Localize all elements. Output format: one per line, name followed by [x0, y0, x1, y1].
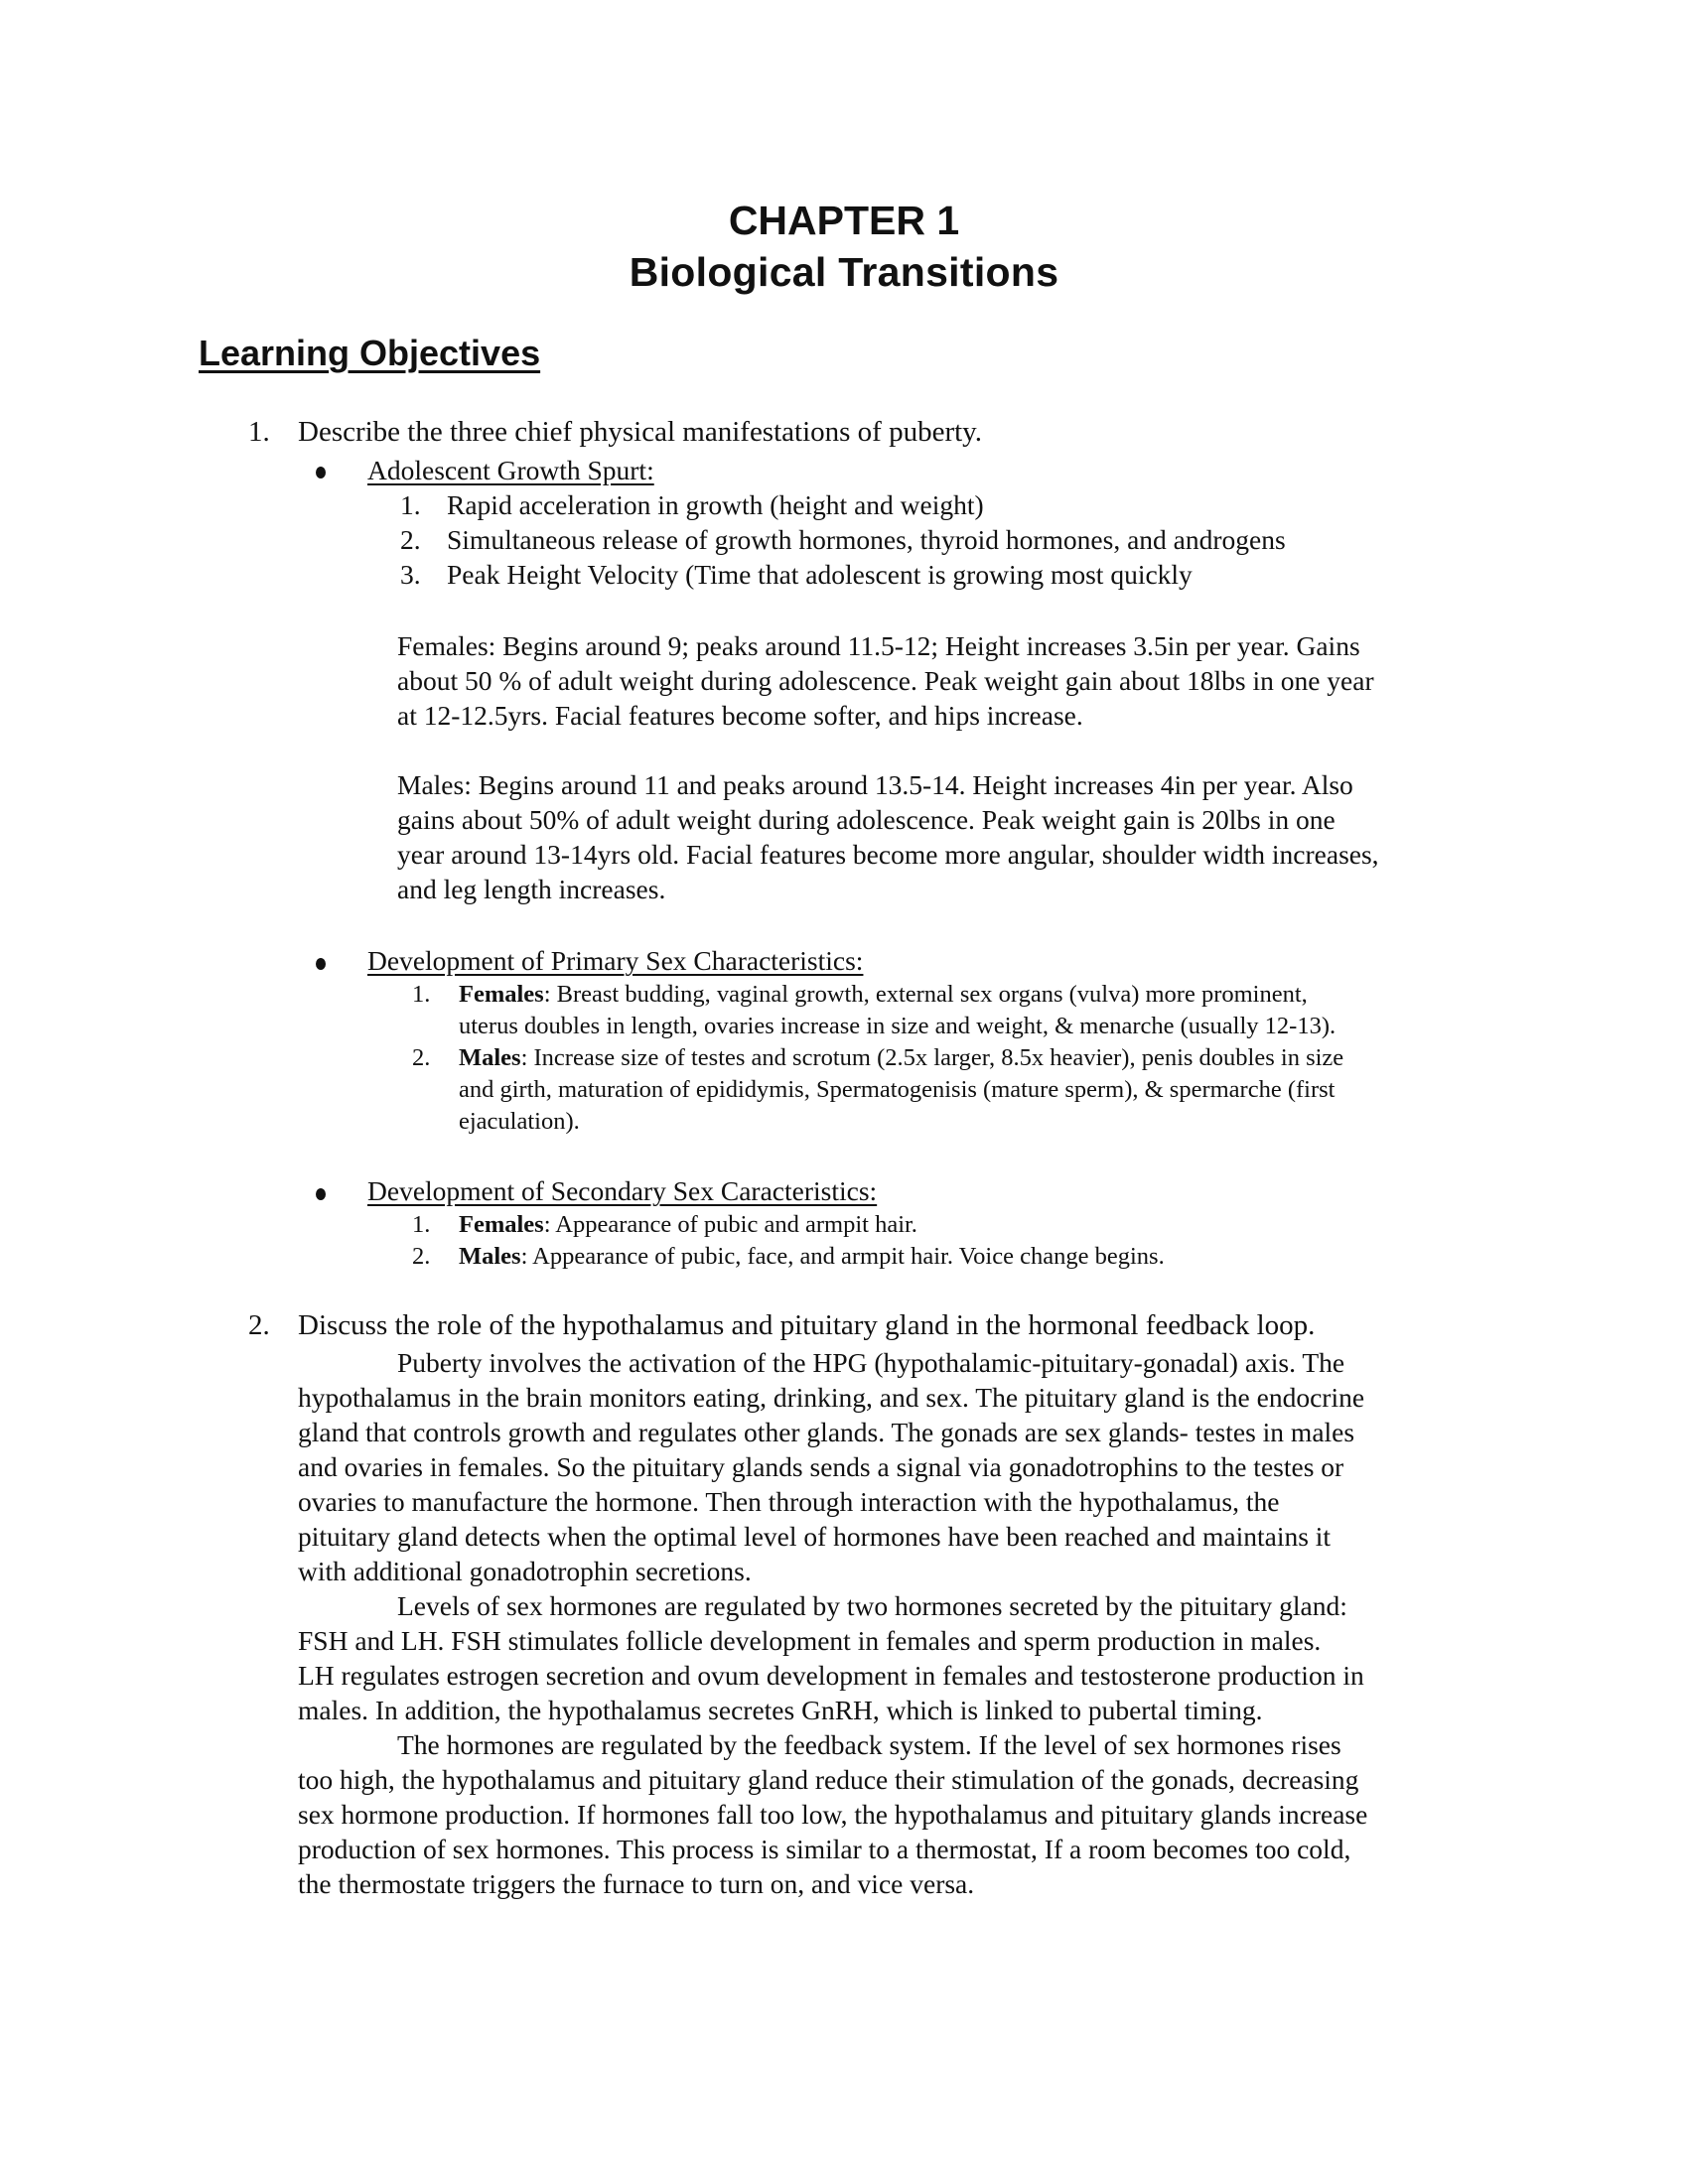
paragraph-line: with additional gonadotrophin secretions.	[298, 1556, 752, 1586]
paragraph-line: and leg length increases.	[397, 874, 666, 904]
paragraph-line: gains about 50% of adult weight during adolescence. Peak weight gain is 20lbs in one	[397, 804, 1336, 835]
section-heading-learning-objectives: Learning Objectives	[199, 333, 541, 373]
item-text: : Increase size of testes and scrotum (2.5x larger, 8.5x heavier), penis doubles in size	[520, 1044, 1344, 1071]
topic-heading-growth-spurt: Adolescent Growth Spurt:	[367, 455, 654, 485]
item-number: 3.	[400, 559, 421, 590]
paragraph-line: hypothalamus in the brain monitors eating, drinking, and sex. The pituitary gland is the endocrine	[298, 1382, 1365, 1413]
item-label: Males	[459, 1044, 521, 1071]
list-item	[459, 1241, 1165, 1273]
item-number: 1.	[400, 489, 421, 520]
list-item	[459, 1209, 917, 1241]
objective-prompt: Discuss the role of the hypothalamus and pituitary gland in the hormonal feedback loop.	[298, 1309, 1316, 1341]
list-item-continuation: uterus doubles in length, ovaries increase in size and weight, & menarche (usually 12-13).	[459, 1013, 1336, 1039]
paragraph-line: the thermostate triggers the furnace to turn on, and vice versa.	[298, 1868, 975, 1899]
paragraph-line: ovaries to manufacture the hormone. Then through interaction with the hypothalamus, the	[298, 1486, 1280, 1517]
item-label: Females	[459, 1211, 544, 1238]
item-text: : Appearance of pubic, face, and armpit hair. Voice change begins.	[520, 1243, 1165, 1270]
topic-heading-secondary-sex-characteristics: Development of Secondary Sex Caracteristics:	[367, 1175, 878, 1206]
paragraph-line: males. In addition, the hypothalamus secretes GnRH, which is linked to pubertal timing.	[298, 1695, 1263, 1725]
bullet-icon	[316, 467, 326, 478]
paragraph-line: about 50 % of adult weight during adolescence. Peak weight gain about 18lbs in one year	[397, 665, 1374, 696]
item-number: 1.	[412, 1211, 431, 1238]
paragraph-line: production of sex hormones. This process is similar to a thermostat, If a room becomes too cold,	[298, 1834, 1351, 1864]
paragraph-line: sex hormone production. If hormones fall too low, the hypothalamus and pituitary glands increase	[298, 1799, 1368, 1830]
list-item: Simultaneous release of growth hormones, thyroid hormones, and androgens	[447, 524, 1286, 555]
bullet-icon	[316, 1188, 326, 1200]
paragraph-line: Males: Begins around 11 and peaks around 13.5-14. Height increases 4in per year. Also	[397, 769, 1353, 800]
topic-heading-primary-sex-characteristics: Development of Primary Sex Characteristics:	[367, 945, 864, 976]
paragraph-line: at 12-12.5yrs. Facial features become softer, and hips increase.	[397, 700, 1083, 731]
paragraph-line: Levels of sex hormones are regulated by two hormones secreted by the pituitary gland:	[397, 1590, 1347, 1621]
list-item: Rapid acceleration in growth (height and weight)	[447, 489, 984, 520]
chapter-title-heading: Biological Transitions	[629, 249, 1059, 295]
item-label: Males	[459, 1243, 521, 1270]
paragraph-line: pituitary gland detects when the optimal level of hormones have been reached and maintains it	[298, 1521, 1332, 1552]
chapter-number-heading: CHAPTER 1	[728, 198, 960, 243]
item-text: : Breast budding, vaginal growth, external sex organs (vulva) more prominent,	[543, 981, 1308, 1008]
item-number: 2.	[412, 1044, 431, 1071]
item-text: : Appearance of pubic and armpit hair.	[543, 1211, 917, 1238]
item-label: Females	[459, 981, 544, 1008]
list-item	[459, 1042, 1343, 1074]
list-item	[459, 979, 1308, 1011]
paragraph-line: Females: Begins around 9; peaks around 11.5-12; Height increases 3.5in per year. Gains	[397, 630, 1360, 661]
list-item-continuation: ejaculation).	[459, 1108, 580, 1135]
list-item-continuation: and girth, maturation of epididymis, Spermatogenisis (mature sperm), & spermarche (first	[459, 1076, 1336, 1103]
objective-number: 2.	[248, 1309, 270, 1341]
item-number: 1.	[412, 981, 431, 1008]
list-item: Peak Height Velocity (Time that adolescent is growing most quickly	[447, 559, 1193, 590]
paragraph-line: The hormones are regulated by the feedback system. If the level of sex hormones rises	[397, 1729, 1341, 1760]
paragraph-line: Puberty involves the activation of the HPG (hypothalamic-pituitary-gonadal) axis. The	[397, 1347, 1345, 1378]
item-number: 2.	[412, 1243, 431, 1270]
bullet-icon	[316, 958, 326, 970]
paragraph-line: FSH and LH. FSH stimulates follicle development in females and sperm production in males.	[298, 1625, 1322, 1656]
paragraph-line: too high, the hypothalamus and pituitary gland reduce their stimulation of the gonads, decreasing	[298, 1764, 1359, 1795]
paragraph-line: year around 13-14yrs old. Facial features become more angular, shoulder width increases,	[397, 839, 1379, 870]
item-number: 2.	[400, 524, 421, 555]
paragraph-line: and ovaries in females. So the pituitary glands sends a signal via gonadotrophins to the testes or	[298, 1451, 1344, 1482]
objective-prompt: Describe the three chief physical manifestations of puberty.	[298, 416, 983, 448]
objective-number: 1.	[248, 416, 270, 448]
paragraph-line: LH regulates estrogen secretion and ovum development in females and testosterone production in	[298, 1660, 1364, 1691]
paragraph-line: gland that controls growth and regulates other glands. The gonads are sex glands- testes in males	[298, 1417, 1355, 1447]
